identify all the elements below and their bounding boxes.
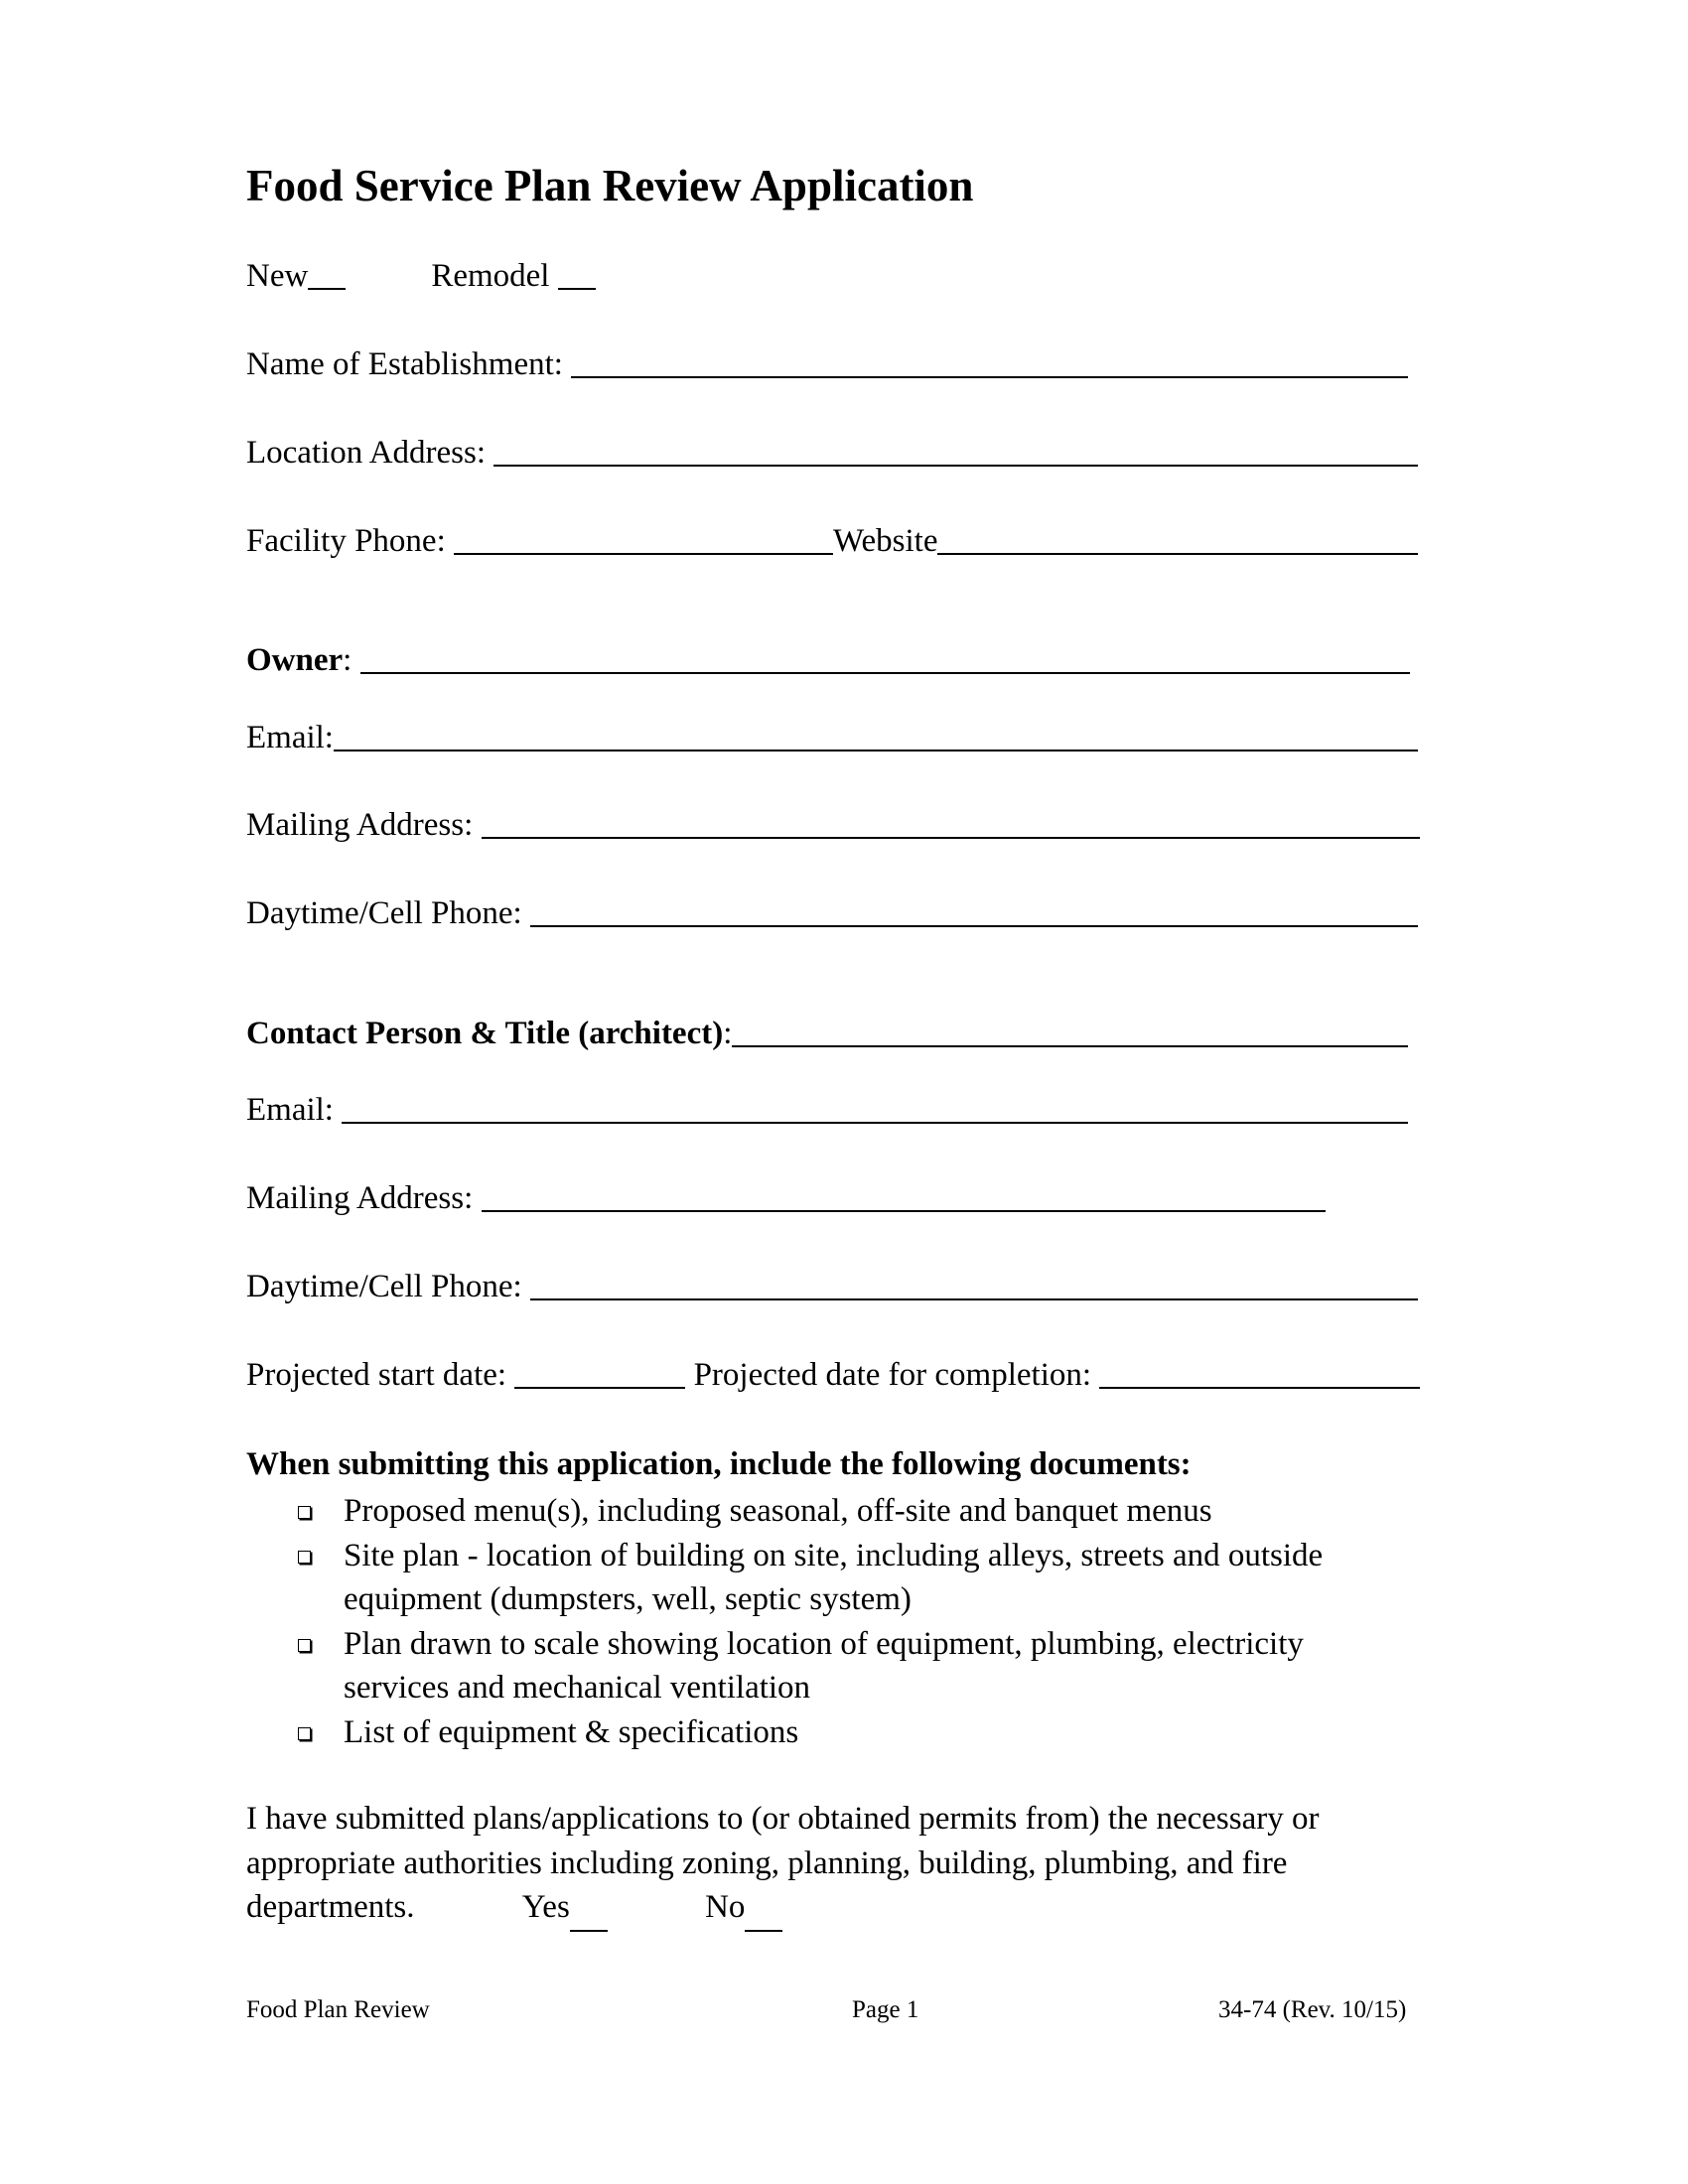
website-label: Website — [833, 523, 938, 559]
owner-mailing-label: Mailing Address: — [246, 807, 474, 843]
contact-label: Contact Person & Title (architect) — [246, 1016, 724, 1051]
start-date-label: Projected start date: — [246, 1357, 507, 1393]
list-item: Proposed menu(s), including seasonal, off-site and banquet menus — [298, 1489, 1410, 1534]
establishment-name-row — [246, 344, 1408, 384]
footer-left: Food Plan Review — [246, 1996, 430, 2023]
contact-email-label: Email: — [246, 1092, 334, 1128]
owner-mailing-field[interactable] — [482, 807, 1421, 839]
establishment-name-field[interactable] — [571, 346, 1408, 378]
contact-email-row — [246, 1090, 1408, 1130]
no-blank[interactable] — [745, 1885, 782, 1932]
contact-phone-field[interactable] — [530, 1269, 1418, 1300]
owner-phone-label: Daytime/Cell Phone: — [246, 895, 522, 931]
contact-phone-row — [246, 1267, 1418, 1306]
application-type-row — [246, 256, 663, 296]
new-label: New — [246, 258, 309, 294]
remodel-blank[interactable] — [558, 258, 596, 290]
contact-row: Contact Person & Title (architect) : — [246, 1014, 1408, 1053]
list-item: List of equipment & specifications — [298, 1710, 1410, 1755]
owner-label: Owner — [246, 642, 344, 678]
facility-phone-field[interactable] — [454, 523, 833, 555]
owner-field[interactable] — [360, 642, 1410, 674]
list-item: Plan drawn to scale showing location of equipment, plumbing, electricity services and mechanical ventilation — [298, 1622, 1410, 1710]
checkbox-bullet-icon — [298, 1551, 311, 1564]
checkbox-bullet-icon — [298, 1506, 311, 1519]
contact-email-field[interactable] — [342, 1092, 1408, 1124]
dates-row — [246, 1355, 1420, 1395]
completion-date-field[interactable] — [1099, 1357, 1420, 1389]
facility-phone-label: Facility Phone: — [246, 523, 446, 559]
owner-row: Owner : — [246, 640, 1410, 680]
contact-phone-label: Daytime/Cell Phone: — [246, 1269, 522, 1304]
website-field[interactable] — [937, 523, 1418, 555]
documents-heading: When submitting this application, include the following documents: — [246, 1446, 1192, 1482]
owner-email-label: Email: — [246, 720, 334, 755]
establishment-name-label: Name of Establishment: — [246, 346, 563, 382]
yes-blank[interactable] — [570, 1885, 608, 1932]
new-blank[interactable] — [308, 258, 346, 290]
contact-field[interactable] — [732, 1016, 1408, 1047]
owner-phone-field[interactable] — [530, 895, 1418, 927]
owner-email-row — [246, 718, 1418, 757]
location-address-row — [246, 433, 1418, 473]
page-title: Food Service Plan Review Application — [246, 161, 974, 210]
completion-date-label: Projected date for completion: — [693, 1357, 1092, 1393]
contact-mailing-row — [246, 1178, 1326, 1218]
owner-email-field[interactable] — [334, 720, 1418, 751]
yes-label: Yes — [521, 1889, 570, 1925]
location-address-label: Location Address: — [246, 435, 487, 471]
no-label: No — [705, 1889, 746, 1925]
owner-mailing-row — [246, 805, 1420, 845]
contact-mailing-label: Mailing Address: — [246, 1180, 474, 1216]
contact-mailing-field[interactable] — [482, 1180, 1327, 1212]
documents-list — [298, 1489, 1410, 1754]
facility-phone-row — [246, 521, 1418, 561]
checkbox-bullet-icon — [298, 1639, 311, 1652]
start-date-field[interactable] — [514, 1357, 685, 1389]
checkbox-bullet-icon — [298, 1727, 311, 1740]
remodel-label: Remodel — [431, 258, 550, 294]
owner-phone-row — [246, 893, 1418, 933]
permits-statement: I have submitted plans/applications to (or obtained permits from) the necessary or appropriate authorities including zoning, planning, building, plumbing, and fire departments. Yes No — [246, 1797, 1438, 1932]
list-item: Site plan - location of building on site, including alleys, streets and outside equipment (dumpsters, well, septic system) — [298, 1534, 1410, 1622]
location-address-field[interactable] — [493, 435, 1418, 467]
footer-form-number: 34-74 (Rev. 10/15) — [1218, 1996, 1407, 2023]
footer-page-number: Page 1 — [852, 1996, 919, 2023]
